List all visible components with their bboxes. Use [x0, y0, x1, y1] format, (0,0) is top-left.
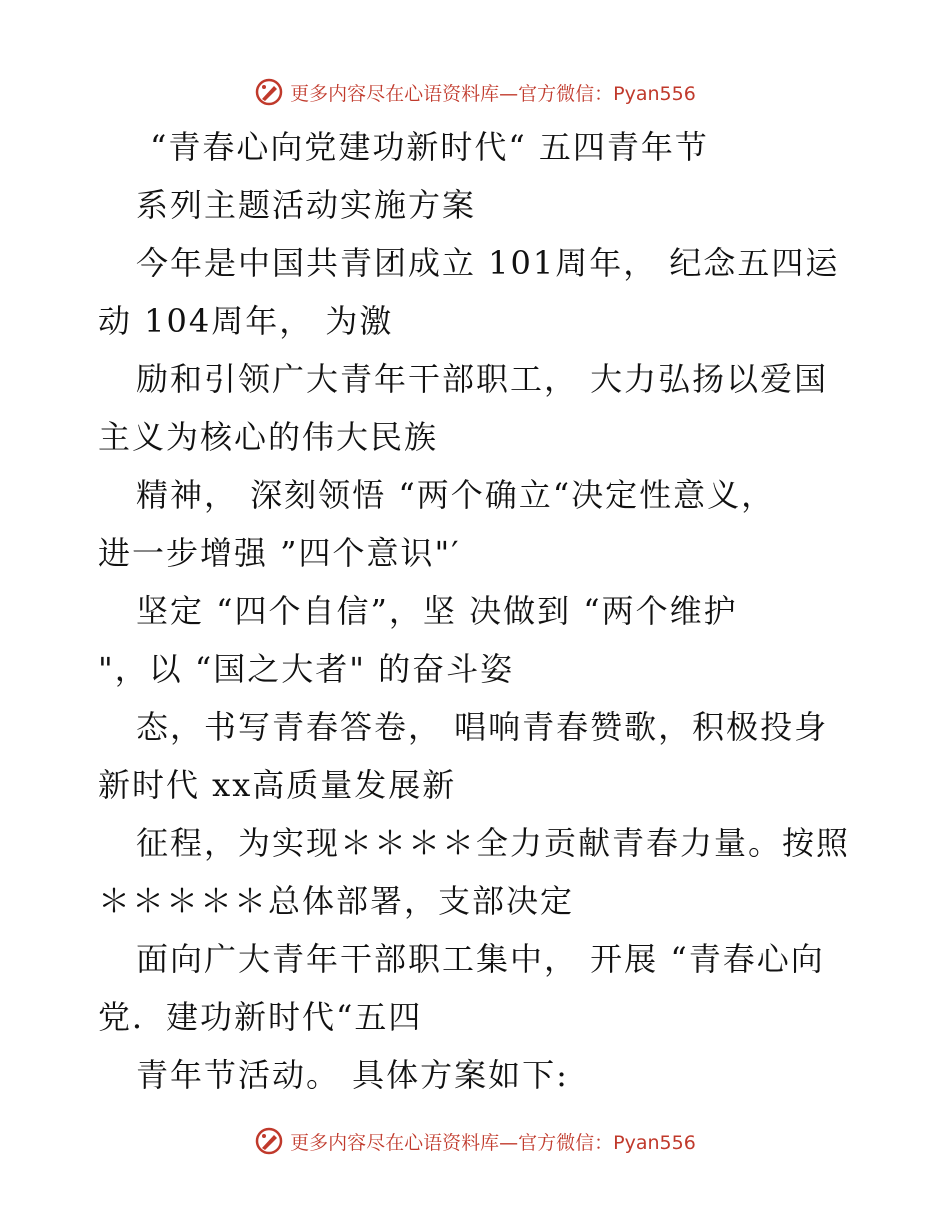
doc-line: 党．建功新时代“五四: [98, 998, 423, 1036]
doc-line: 今年是中国共青团成立 101周年， 纪念五四运: [136, 244, 840, 282]
doc-line: "，以 “国之大者" 的奋斗姿: [98, 650, 515, 688]
doc-line: 励和引领广大青年干部职工， 大力弘扬以爱国: [136, 360, 829, 398]
doc-line: 系列主题活动实施方案: [136, 186, 477, 224]
footer-watermark: [0, 1121, 950, 1161]
doc-line: 青年节活动。 具体方案如下:: [136, 1056, 569, 1094]
doc-line: 征程，为实现＊＊＊＊全力贡献青春力量。按照: [136, 824, 851, 862]
doc-line: 坚定 “四个自信”，坚 决做到 “两个维护: [136, 592, 738, 630]
watermark-text: 更多内容尽在心语资料库—官方微信：Pyan556: [290, 1131, 696, 1154]
pen-seal-icon: [254, 1126, 284, 1156]
doc-line: 精神， 深刻领悟 “两个确立“决定性意义，: [136, 476, 776, 514]
doc-line: 态，书写青春答卷， 唱响青春赞歌，积极投身: [136, 708, 829, 746]
doc-line: ＊＊＊＊＊总体部署，支部决定: [98, 882, 575, 920]
doc-line: 新时代 xx高质量发展新: [98, 766, 457, 804]
doc-line: 面向广大青年干部职工集中， 开展 “青春心向: [136, 940, 825, 978]
doc-line: 主义为核心的伟大民族: [98, 418, 439, 456]
doc-line: 动 104周年， 为激: [98, 302, 394, 340]
doc-line: 进一步增强 ”四个意识"′: [98, 534, 461, 572]
header-watermark: [0, 72, 950, 112]
pen-seal-icon: [254, 77, 284, 107]
watermark-text: 更多内容尽在心语资料库—官方微信：Pyan556: [290, 82, 696, 105]
doc-line: “青春心向党建功新时代“ 五四青年节: [150, 128, 709, 166]
